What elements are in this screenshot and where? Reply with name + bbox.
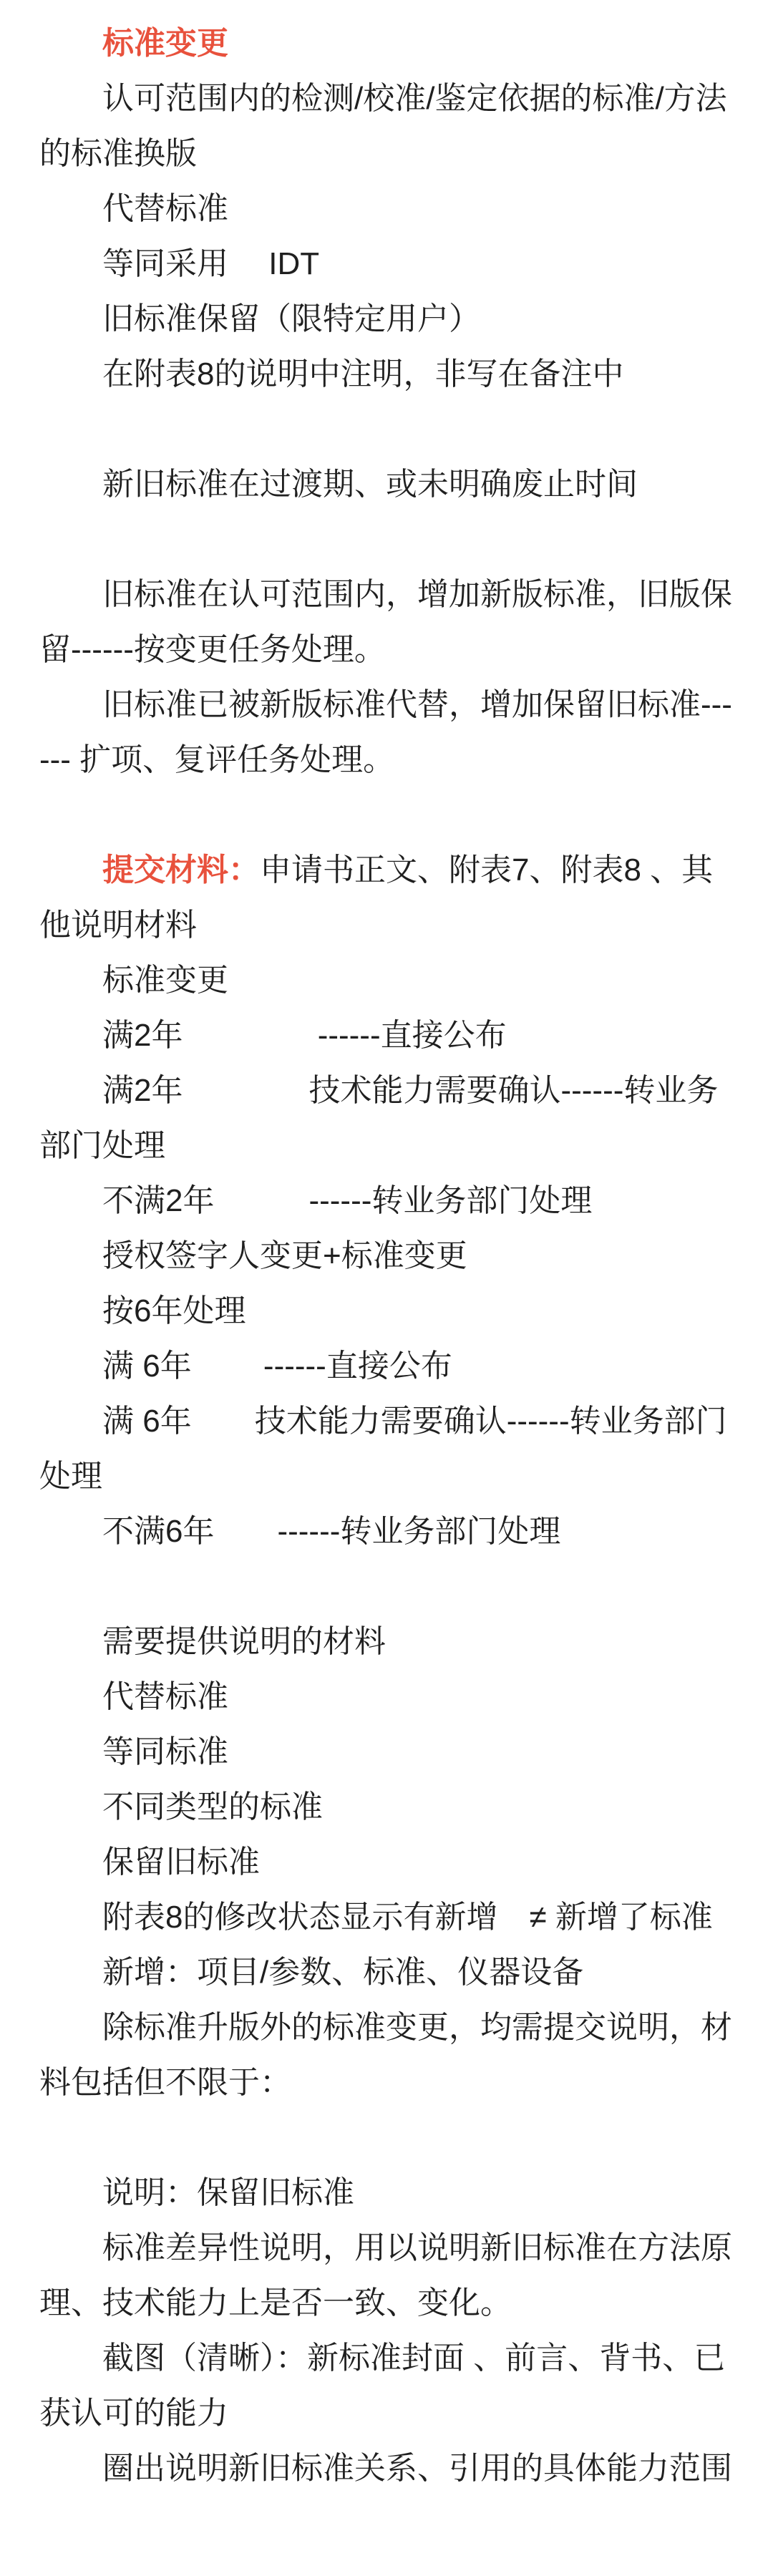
body-text: 旧标准在认可范围内，增加新版标准，旧版保留------按变更任务处理。 <box>39 577 732 667</box>
body-text: 保留旧标准 <box>102 1844 260 1880</box>
body-text: 圈出说明新旧标准关系、引用的具体能力范围 <box>102 2451 732 2486</box>
body-text: 按6年处理 <box>102 1293 246 1328</box>
para-explanation-required <box>39 2000 741 2110</box>
body-text: 授权签字人变更+标准变更 <box>102 1238 467 1273</box>
body-text: 申请书正文、附表7、附表8 、其他说明材料 <box>39 852 714 943</box>
body-text: 旧标准已被新版标准代替，增加保留旧标准------ 扩项、复评任务处理。 <box>39 687 732 777</box>
para-under-2yr <box>39 1173 741 1228</box>
para-scope-standard-revision <box>39 71 741 181</box>
body-text: 满 6年 技术能力需要确认------转业务部门处理 <box>39 1404 727 1494</box>
para-full-6yr-publish <box>39 1338 741 1394</box>
para-handle-as-6yr <box>39 1283 741 1338</box>
para-different-type-standard <box>39 1779 741 1834</box>
para-under-6yr <box>39 1504 741 1559</box>
body-text: 等同采用 IDT <box>102 246 320 281</box>
body-text: 认可范围内的检测/校准/鉴定依据的标准/方法的标准换版 <box>39 81 727 171</box>
body-text: 除标准升版外的标准变更，均需提交说明，材料包括但不限于： <box>39 2010 732 2100</box>
body-text: 不同类型的标准 <box>102 1789 323 1824</box>
body-text: 附表8的修改状态显示有新增 ≠ 新增了标准 <box>102 1900 713 1935</box>
para-new-additions <box>39 1945 741 2000</box>
body-text: 需要提供说明的材料 <box>102 1624 386 1659</box>
para-circle-out-relations <box>39 2441 741 2496</box>
para-change-task-handling <box>39 567 741 677</box>
body-text: 满2年 ------直接公布 <box>102 1018 507 1053</box>
para-submission-materials <box>39 842 741 953</box>
para-transition-period <box>39 457 741 512</box>
para-identical-standard <box>39 1724 741 1779</box>
para-annex8-modified-status <box>39 1890 741 1945</box>
body-text: 满 6年 ------直接公布 <box>102 1348 452 1384</box>
para-standard-change-label <box>39 953 741 1008</box>
para-materials-needing-explanation <box>39 1614 741 1669</box>
body-text: 代替标准 <box>102 1679 228 1714</box>
body-text: 旧标准保留（限特定用户） <box>102 301 480 336</box>
body-text: 不满6年 ------转业务部门处理 <box>102 1514 561 1549</box>
heading-standard-change <box>39 16 741 71</box>
body-text: 标准变更 <box>102 963 228 998</box>
body-text: 不满2年 ------转业务部门处理 <box>102 1183 593 1218</box>
para-note-keep-old-standard <box>39 2165 741 2220</box>
body-text: 说明：保留旧标准 <box>102 2175 354 2210</box>
para-difference-statement <box>39 2220 741 2330</box>
para-expansion-reassessment-task <box>39 677 741 787</box>
para-clear-screenshots <box>39 2330 741 2441</box>
red-heading-text: 提交材料： <box>102 852 260 888</box>
para-substitute-standard <box>39 181 741 236</box>
para-old-standard-retained <box>39 291 741 346</box>
body-text: 在附表8的说明中注明，非写在备注中 <box>102 356 624 392</box>
para-full-2yr-confirm <box>39 1063 741 1173</box>
body-text: 新增：项目/参数、标准、仪器设备 <box>102 1955 584 1990</box>
para-full-2yr-publish <box>39 1008 741 1063</box>
para-keep-old-standard <box>39 1834 741 1890</box>
body-text: 截图（清晰）：新标准封面 、前言、背书、已获认可的能力 <box>39 2341 726 2431</box>
body-text: 满2年 技术能力需要确认------转业务部门处理 <box>39 1073 719 1163</box>
body-text: 标准差异性说明，用以说明新旧标准在方法原理、技术能力上是否一致、变化。 <box>39 2230 732 2320</box>
body-text: 新旧标准在过渡期、或未明确废止时间 <box>102 467 638 502</box>
body-text: 等同标准 <box>102 1734 228 1769</box>
para-substitute-standard-2 <box>39 1669 741 1724</box>
red-heading-text: 标准变更 <box>102 26 228 61</box>
para-signatory-plus-standard-change <box>39 1228 741 1283</box>
para-identical-adoption-idt <box>39 236 741 291</box>
body-text: 代替标准 <box>102 191 228 226</box>
para-full-6yr-confirm <box>39 1394 741 1504</box>
para-note-in-annex8 <box>39 346 741 402</box>
